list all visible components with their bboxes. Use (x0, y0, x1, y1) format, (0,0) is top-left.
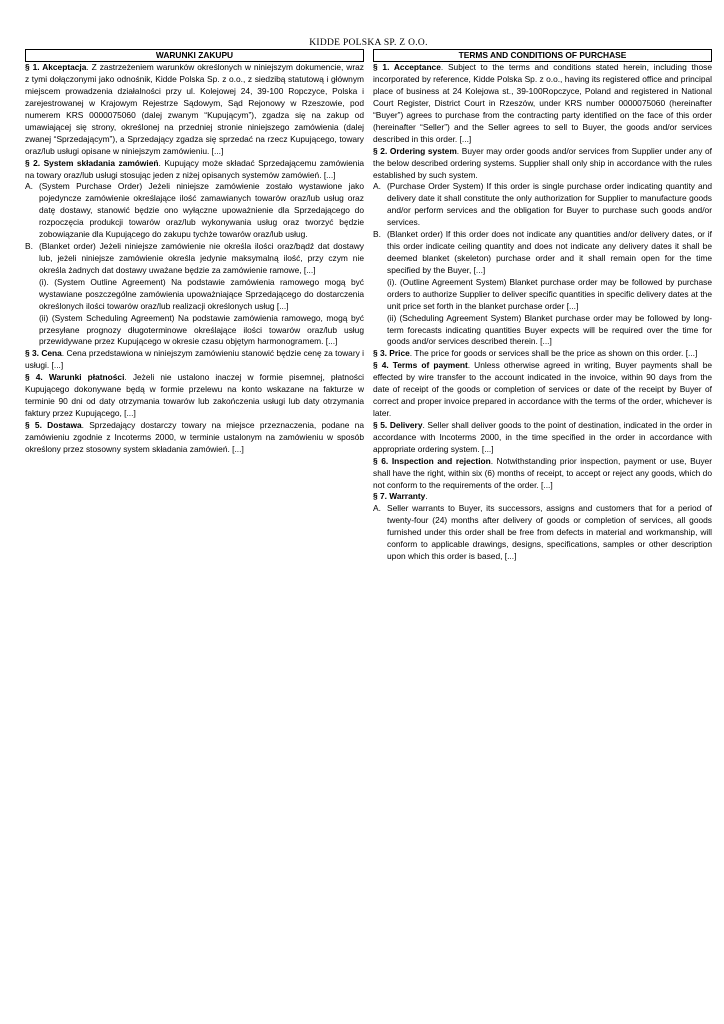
en-clause-7-heading: § 7. Warranty (373, 491, 426, 502)
english-column (373, 49, 712, 563)
en-warranty-a-marker: A. (373, 503, 381, 514)
english-column-title: TERMS AND CONDITIONS OF PURCHASE (373, 49, 712, 62)
en-clause-1 (373, 62, 712, 145)
en-clause-6-heading: § 6. Inspection and rejection (373, 455, 491, 466)
en-clause-2-item-b (373, 229, 712, 348)
pl-clause-4-text: . Jeżeli nie ustalono inaczej w formie pisemnej, płatności Kupującego dokonywane będą w formie przelewu na konto wskazane na fakturze w terminie 90 dni od daty otrzymania towarów lub zakończenia usługi lub daty otrzymania faktury przez Kupującego, [...] (25, 372, 364, 418)
pl-clause-2-item-a (25, 181, 364, 241)
pl-clause-2-heading: § 2. System składania zamówień (25, 157, 159, 168)
en-clause-2-heading: § 2. Ordering system (373, 145, 457, 156)
en-clause-7 (373, 491, 712, 503)
pl-clause-5-text: . Sprzedający dostarczy towary na miejsce przeznaczenia, podane na zamówieniu zgodnie z Incoterms 2000, w terminie ustalonym na zamówieniu w sposób określony przez stosowny system składania zamówień. [...] (25, 419, 364, 454)
polish-column (25, 49, 364, 563)
pl-item-b-text: (Blanket order) Jeżeli niniejsze zamówienie nie określa ilości oraz/bądź dat dostawy lub, jeżeli niniejsze zamówienie określa jedynie maksymalną ilość, przy czym nie określa żadnych dat dostawy uważane będzie za zamówienie ramowe, [...] (39, 241, 364, 275)
pl-item-a-text: (System Purchase Order) Jeżeli niniejsze zamówienie zostało wystawione jako pojedyncze zamówienie określające ilość zamawianych towarów oraz/lub usług oraz datę dostawy, stanowić będzie ono wyłączne upoważnienie dla Sprzedającego do rozpoczęcia produkcji towarów oraz/lub wykonywania usług oraz tworzyć będzie zobowiązanie dla Kupującego do zakupu tychże towarów oraz/lub usług. (39, 181, 364, 240)
pl-item-b-marker: B. (25, 241, 33, 252)
pl-clause-1-text: . Z zastrzeżeniem warunków określonych w niniejszym dokumencie, wraz z tymi dołączonymi jako odnośnik, Kidde Polska Sp. z o.o., z siedzibą statutową i głównym miejscem prowadzenia działalności przy ul. Kolejowej 24, 39-100 Ropczyce, Polska i zarejestrowanej w Krajowym Rejestrze Sądowym, Sąd Rejonowy w Rzeszowie, pod numerem KRS 0000075060 (dalej zwanym “Kupującym”), zgadza się na zakup od umawiającej się strony, określonej na przedniej stronie niniejszego zamówienia (dalej zwanej “Sprzedającym”), a Sprzedający zgadza się sprzedać na rzecz Kupującego, towary oraz/lub usługi opisane w niniejszym zamówieniu. [...] (25, 62, 364, 156)
en-clause-3-heading: § 3. Price (373, 348, 410, 359)
pl-item-b-sub-ii: (ii) (System Scheduling Agreement) Na podstawie zamówienia ramowego, mogą być przesyłane prognozy długoterminowe określające ilości towarów oraz/lub usług przewidywane przez Kupującego w okresie czasu objętym harmonogramem. [...] (39, 312, 364, 347)
en-clause-2 (373, 146, 712, 182)
en-clause-5-text: . Seller shall deliver goods to the point of destination, indicated in the order in accordance with Incoterms 2000, in the time specified in the order in accordance with appropriate ordering system. [...] (373, 419, 712, 454)
pl-clause-3-text: . Cena przedstawiona w niniejszym zamówieniu stanowić będzie cenę za towary i usługi. [...] (25, 348, 364, 371)
en-warranty-a-text: Seller warrants to Buyer, its successors, assigns and customers that for a period of twenty-four (24) months after delivery of goods or completion of services, all goods furnished under this order shall be free from defects in material and workmanship, will conform to applicable drawings, designs, specifications, samples or other description upon which this order is based, [...] (387, 503, 712, 562)
en-clause-6-text: . Notwithstanding prior inspection, payment or use, Buyer shall have the right, within six (6) months of receipt, to accept or reject any goods, which do not conform to the requirements of the order. [...] (373, 455, 712, 490)
en-clause-6 (373, 456, 712, 492)
pl-clause-2-item-b (25, 241, 364, 348)
en-clause-5 (373, 420, 712, 456)
en-item-b-marker: B. (373, 229, 381, 240)
en-clause-2-text: . Buyer may order goods and/or services from Supplier under any of the below described ordering systems. Supplier shall only ship in accordance with the rules established by such system. (373, 145, 712, 180)
en-clause-5-heading: § 5. Delivery (373, 419, 423, 430)
pl-clause-3-heading: § 3. Cena (25, 348, 62, 359)
pl-item-a-marker: A. (25, 181, 33, 192)
en-clause-1-heading: § 1. Acceptance (373, 62, 441, 73)
pl-clause-3 (25, 348, 364, 372)
en-clause-1-text: . Subject to the terms and conditions stated herein, including those incorporated by reference, Kidde Polska Sp. z o.o., having its registered office and principal place of business at 24 Kolejowa st., 39-100Ropczyce, Poland and registered in National Court Register, District Court in Rzeszów, under KRS number 0000075060 (hereinafter “Buyer”) agrees to purchase from the contracting party identified on the face of this order (hereinafter “Seller”) and the Seller agrees to sell to Buyer, the goods and/or services described in this order. [...] (373, 62, 712, 144)
company-header: KIDDE POLSKA SP. Z O.O. (309, 38, 428, 48)
pl-clause-4-heading: § 4. Warunki płatności (25, 372, 125, 383)
polish-column-title: WARUNKI ZAKUPU (25, 49, 364, 62)
en-item-b-sub-i: (i). (Outline Agreement System) Blanket purchase order may be followed by purchase orders to authorize Supplier to deliver specific quantities in specific delivery dates at the unit price set forth in the blanket purchase order [...] (387, 276, 712, 311)
en-clause-3-text: . The price for goods or services shall be the price as shown on this order. [...] (409, 348, 698, 359)
en-item-a-text: (Purchase Order System) If this order is single purchase order indicating quantity and delivery date it shall constitute the only authorization for Supplier to manufacture goods and/or perform services and the obligation for Buyer to purchase such goods and/or services. (387, 181, 712, 228)
pl-clause-2-text: . Kupujący może składać Sprzedającemu zamówienia na towary oraz/lub usługi stosując jeden z niżej opisanych systemów zamówień. [...] (25, 157, 364, 180)
en-clause-4-text: . Unless otherwise agreed in writing, Buyer payments shall be effected by wire transfer to the account indicated in the invoice, within 90 days from the date of receipt of the goods or completion of services or date of the receipt by Buyer of correct and proper invoice prepared in accordance with the terms of the order, whichever is later. (373, 360, 713, 418)
pl-clause-5-heading: § 5. Dostawa (25, 419, 82, 430)
en-clause-7-text: . (425, 491, 428, 502)
en-clause-4-heading: § 4. Terms of payment (373, 360, 468, 371)
en-item-a-marker: A. (373, 181, 381, 192)
pl-clause-1-heading: § 1. Akceptacja (25, 62, 87, 73)
pl-clause-2 (25, 158, 364, 182)
en-clause-2-item-a (373, 181, 712, 229)
en-item-b-body (387, 229, 712, 348)
en-clause-4 (373, 360, 712, 420)
pl-item-b-body (39, 241, 364, 348)
pl-clause-1 (25, 62, 364, 157)
pl-clause-4 (25, 372, 364, 420)
en-clause-3 (373, 348, 712, 360)
bilingual-columns (25, 49, 712, 563)
pl-item-b-sub-i: (i). (System Outline Agreement) Na podstawie zamówienia ramowego mogą być wystawiane poszczególne zamówienia upoważniające Sprzedającego do dostarczenia określonych ilości towarów oraz/lub realizacji określonych usług [...] (39, 276, 364, 311)
en-item-b-sub-ii: (ii) (Scheduling Agreement System) Blanket purchase order may be followed by long-term forecasts indicating quantities Buyer expects will be required over the time for goods and/or services described therein. [...] (387, 312, 712, 347)
en-item-b-text: (Blanket order) If this order does not indicate any quantities and/or delivery dates, or if this order indicate ceiling quantity and does not indicate any delivery dates it shall be deemed blanket (skeleton) purchase order and it shall remain open for the time specified by the Buyer, [...] (387, 229, 712, 275)
en-clause-7-item-a (373, 503, 712, 563)
pl-clause-5 (25, 420, 364, 456)
